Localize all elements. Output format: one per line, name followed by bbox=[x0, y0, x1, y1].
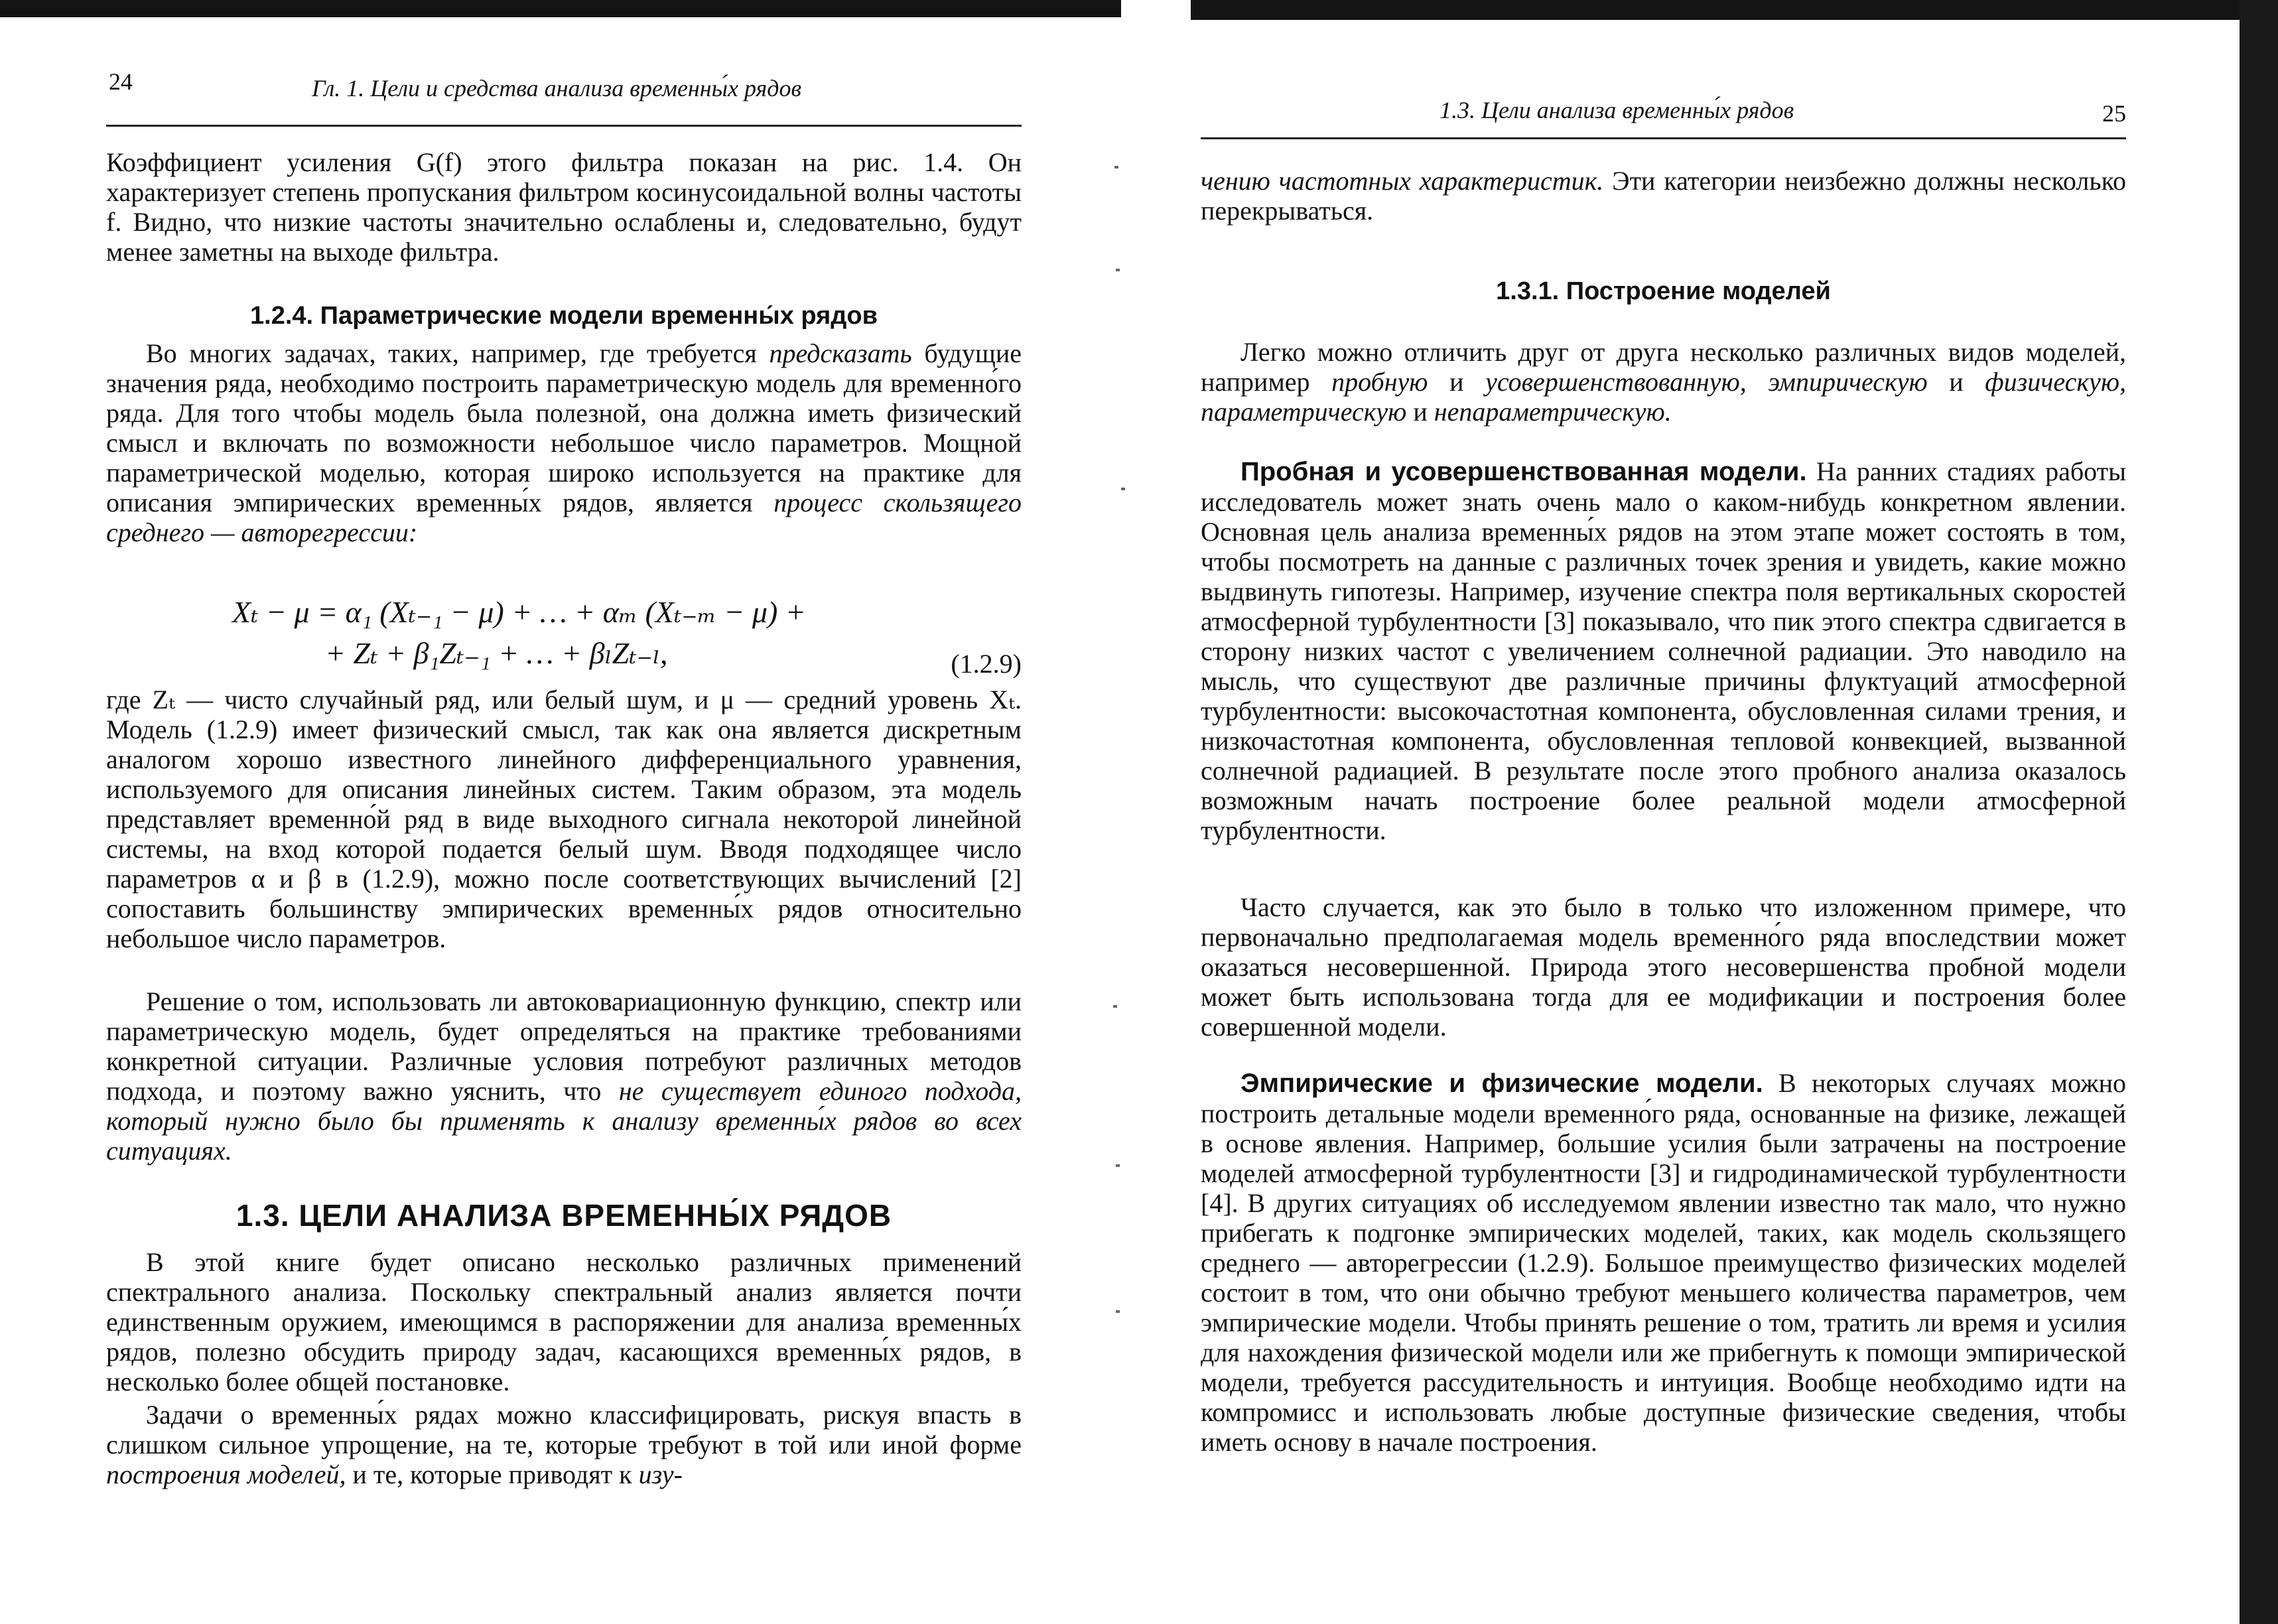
paragraph: Задачи о временны́х рядах можно классифицировать, рискуя впасть в слишком сильное упрощение, на те, которые требуют в той или иной форме построения моделей, и те, которые приводят к изу- bbox=[106, 1400, 1022, 1489]
paragraph: В этой книге будет описано несколько различных применений спектрального анализа. Поскольку спектральный анализ является почти единственным оружием, имеющимся в распоряжении для анализа временны́х рядов, полезно обсудить природу задач, касающихся временны́х рядов, в несколько более общей постановке. bbox=[106, 1247, 1022, 1396]
run-in-heading: Эмпирические и физические модели. bbox=[1240, 1069, 1763, 1098]
paragraph: Часто случается, как это было в только что изложенном примере, что первоначально предполагаемая модель временно́го ряда впоследствии может оказаться несовершенной. Природа этого несовершенства пробной модели может быть использована тогда для ее модификации и построения более совершенной модели. bbox=[1201, 892, 2126, 1042]
paragraph: чению частотных характеристик. Эти категории неизбежно должны несколько перекрываться. bbox=[1201, 166, 2126, 226]
scan-speck bbox=[1116, 269, 1120, 271]
scan-right-edge bbox=[2240, 0, 2278, 1624]
equation-line: Xₜ − μ = α₁ (Xₜ₋₁ − μ) + … + αₘ (Xₜ₋ₘ − μ) + bbox=[232, 595, 806, 629]
paragraph: Решение о том, использовать ли автоковариационную функцию, спектр или параметрическую модель, будет определяться на практике требованиями конкретной ситуации. Различные условия потребуют различных методов подхода, и поэтому важно уяснить, что не существует единого подхода, который нужно было бы применять к анализу временны́х рядов во всех ситуациях. bbox=[106, 986, 1022, 1166]
page-number: 25 bbox=[2102, 100, 2126, 127]
paragraph: где Zₜ — чисто случайный ряд, или белый шум, и μ — средний уровень Xₜ. Модель (1.2.9) имеет физический смысл, так как она является дискретным аналогом хорошо известного линейного дифференциального уравнения, используемого для описания линейных систем. Таким образом, эта модель представляет временно́й ряд в виде выходного сигнала некоторой линейной системы, на вход которой подается белый шум. Вводя подходящее число параметров α и β в (1.2.9), можно после соответствующих вычислений [2] сопоставить большинству эмпирических временны́х рядов относительно небольшое число параметров. bbox=[106, 685, 1022, 953]
scan-speck bbox=[1116, 1310, 1120, 1313]
paragraph: Легко можно отличить друг от друга несколько различных видов моделей, например пробную и усовершенствованную, эмпирическую и физическую, параметрическую и непараметрическую. bbox=[1201, 337, 2127, 427]
header-rule bbox=[106, 125, 1022, 127]
scan-speck bbox=[1113, 1005, 1117, 1008]
equation-number: (1.2.9) bbox=[951, 649, 1022, 679]
subsection-title: 1.3.1. Построение моделей bbox=[1496, 277, 1831, 305]
paragraph: Во многих задачах, таких, например, где требуется предсказать будущие значения ряда, необходимо построить параметрическую модель для временно́го ряда. Для того чтобы модель была полезной, она должна иметь физический смысл и включать по возможности небольшое число параметров. Мощной параметрической моделью, которая широко используется на практике для описания эмпирических временны́х рядов, является процесс скользящего среднего — авторегрессии: bbox=[106, 338, 1022, 547]
paragraph: Коэффициент усиления G(f) этого фильтра показан на рис. 1.4. Он характеризует степень пропускания фильтром косинусоидальной волны частоты f. Видно, что низкие частоты значительно ослаблены и, следовательно, будут менее заметны на выходе фильтра. bbox=[106, 147, 1022, 267]
scan-speck bbox=[1116, 1164, 1120, 1167]
paragraph: Эмпирические и физические модели. В некоторых случаях можно построить детальные модели временно́го ряда, основанные на физике, лежащей в основе явления. Например, большие усилия были затрачены на построение моделей атмосферной турбулентности [3] и гидродинамической турбулентности [4]. В других ситуациях об исследуемом явлении известно так мало, что нужно прибегать к подгонке эмпирических моделей, таких, как модель скользящего среднего — авторегрессии (1.2.9). Большое преимущество физических моделей состоит в том, что они обычно требуют меньшего количества параметров, чем эмпирические модели. Чтобы принять решение о том, тратить ли время и усилия для нахождения физической модели или же прибегнуть к помощи эмпирической модели, требуется рассудительность и интуиция. Вообще необходимо идти на компромисс и использовать любые доступные физические сведения, чтобы иметь основу в начале построения. bbox=[1201, 1068, 2126, 1457]
subsection-title: 1.2.4. Параметрические модели временны́х рядов bbox=[250, 302, 878, 330]
page-number: 24 bbox=[109, 68, 133, 95]
right-page bbox=[1201, 0, 2126, 1624]
header-rule bbox=[1201, 137, 2126, 139]
left-page bbox=[106, 0, 1022, 1624]
scan-speck bbox=[1121, 488, 1125, 490]
running-head: 1.3. Цели анализа временны́х рядов bbox=[1440, 97, 1794, 123]
paragraph: Пробная и усовершенствованная модели. На ранних стадиях работы исследователь может знать очень мало о каком-нибудь конкретном явлении. Основная цель анализа временны́х рядов на этом этапе может состоять в том, чтобы посмотреть на данные с различных точек зрения и увидеть, какие можно выдвинуть гипотезы. Например, изучение спектра поля вертикальных скоростей атмосферной турбулентности [3] показывало, что пик этого спектра сдвигается в сторону низких частот с увеличением солнечной радиации. Это наводило на мысль, что существуют две различные причины флуктуаций атмосферной турбулентности: высокочастотная компонента, обусловленная силами трения, и низкочастотная компонента, обусловленная тепловой конвекцией, вызванной солнечной радиацией. В результате после этого пробного анализа оказалось возможным начать построение более реальной модели атмосферной турбулентности. bbox=[1201, 456, 2127, 845]
running-head: Гл. 1. Цели и средства анализа временны́х рядов bbox=[312, 75, 802, 102]
run-in-heading: Пробная и усовершенствованная модели. bbox=[1240, 457, 1807, 486]
equation-line: + Zₜ + β₁Zₜ₋₁ + … + βₗZₜ₋ₗ, bbox=[325, 636, 668, 670]
scan-speck bbox=[1114, 166, 1118, 169]
section-title: 1.3. ЦЕЛИ АНАЛИЗА ВРЕМЕННЫ́Х РЯДОВ bbox=[235, 1198, 892, 1233]
